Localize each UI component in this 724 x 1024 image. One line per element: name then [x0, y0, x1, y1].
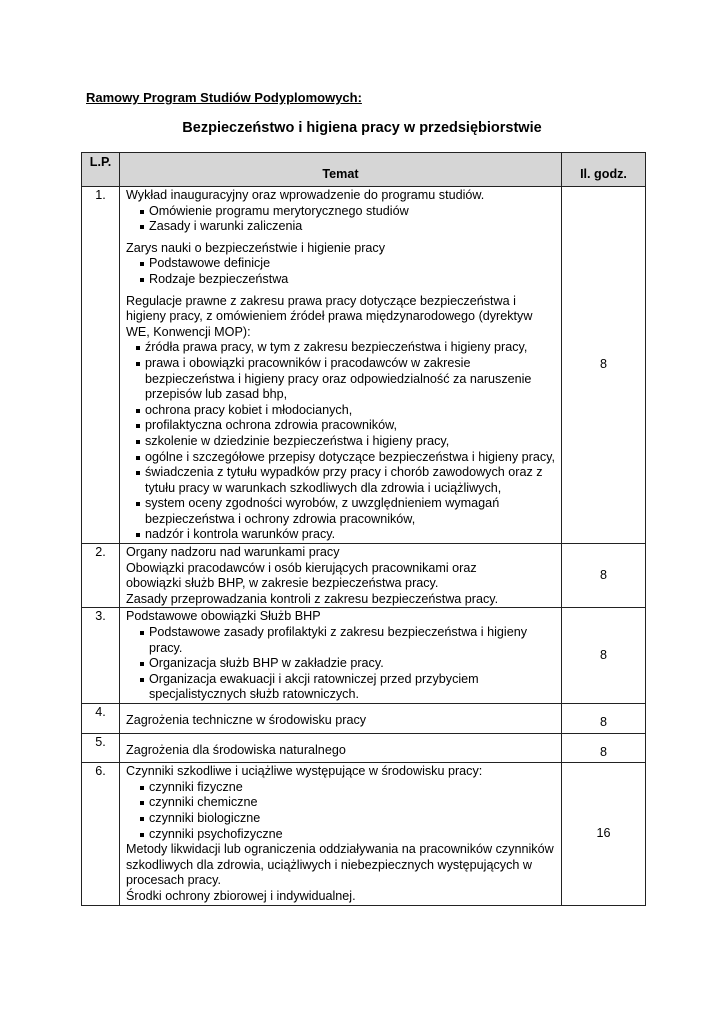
- table-row: [82, 544, 646, 608]
- topic-text: Zasady przeprowadzania kontroli z zakresu bezpieczeństwa pracy.: [126, 591, 499, 606]
- table-row: [82, 763, 646, 905]
- topic-text: Zagrożenia techniczne w środowisku pracy: [126, 713, 367, 727]
- list-item: system oceny zgodności wyrobów, z uwzględnieniem wymagań bezpieczeństwa i ochrony zdrowia pracowników,: [136, 496, 557, 527]
- list-item: profilaktyczna ochrona zdrowia pracowników,: [136, 418, 557, 434]
- topic-text: Wykład inauguracyjny oraz wprowadzenie do programu studiów.: [126, 188, 485, 202]
- table-row: [82, 608, 646, 704]
- row-number: 5.: [82, 733, 120, 763]
- bullet-list: [140, 256, 557, 287]
- list-item: świadczenia z tytułu wypadków przy pracy i chorób zawodowych oraz z tytułu pracy w warunkach szkodliwych dla zdrowia i uciążliwych,: [136, 465, 557, 496]
- list-item: Zasady i warunki zaliczenia: [140, 219, 557, 235]
- row-hours: 8: [562, 608, 646, 704]
- table-row: [82, 704, 646, 734]
- row-number: 6.: [82, 763, 120, 905]
- row-hours: 8: [562, 733, 646, 763]
- list-item: ochrona pracy kobiet i młodocianych,: [136, 403, 557, 419]
- topic-text: Zarys nauki o bezpieczeństwie i higienie pracy: [126, 240, 386, 255]
- topic-text: Organy nadzoru nad warunkami pracy: [126, 545, 340, 560]
- row-number: 2.: [82, 544, 120, 608]
- row-hours: 8: [562, 704, 646, 734]
- row-number: 4.: [82, 704, 120, 734]
- topic-text: Środki ochrony zbiorowej i indywidualnej.: [126, 888, 356, 903]
- page-title: Bezpieczeństwo i higiena pracy w przedsiębiorstwie: [182, 120, 542, 136]
- row-hours: 8: [562, 544, 646, 608]
- row-hours: 16: [562, 763, 646, 905]
- list-item: Podstawowe definicje: [140, 256, 557, 272]
- table-row: [82, 733, 646, 763]
- program-heading: Ramowy Program Studiów Podyplomowych:: [86, 90, 362, 105]
- list-item: czynniki psychofizyczne: [140, 827, 557, 843]
- list-item: szkolenie w dziedzinie bezpieczeństwa i higieny pracy,: [136, 434, 557, 450]
- header-lp: L.P.: [82, 153, 120, 187]
- topic-text: Metody likwidacji lub ograniczenia oddziaływania na pracowników czynników szkodliwych dla zdrowia, uciążliwych i niebezpiecznych występujących w procesach pracy.: [126, 842, 554, 888]
- bullet-list: [136, 340, 557, 543]
- topic-text: Podstawowe obowiązki Służb BHP: [126, 609, 321, 624]
- list-item: źródła prawa pracy, w tym z zakresu bezpieczeństwa i higieny pracy,: [136, 340, 557, 356]
- bullet-list: [140, 204, 557, 235]
- list-item: prawa i obowiązki pracowników i pracodawców w zakresie bezpieczeństwa i higieny pracy oraz odpowiedzialność za naruszenie przepisów lub zasad bhp,: [136, 356, 557, 403]
- row-topic: [120, 704, 562, 734]
- topic-text: obowiązki służb BHP, w zakresie bezpieczeństwa pracy.: [126, 576, 439, 591]
- row-topic: [120, 763, 562, 905]
- list-item: Rodzaje bezpieczeństwa: [140, 272, 557, 288]
- topic-text: Czynniki szkodliwe i uciążliwe występujące w środowisku pracy:: [126, 764, 483, 779]
- header-hours: Il. godz.: [562, 153, 646, 187]
- row-number: 3.: [82, 608, 120, 704]
- row-topic: [120, 608, 562, 704]
- program-table: [81, 152, 646, 906]
- table-row: [82, 187, 646, 544]
- list-item: Organizacja służb BHP w zakładzie pracy.: [140, 656, 557, 672]
- list-item: Organizacja ewakuacji i akcji ratowniczej przed przybyciem specjalistycznych służb ratowniczych.: [140, 672, 557, 703]
- row-number: 1.: [82, 187, 120, 544]
- header-topic: Temat: [120, 153, 562, 187]
- bullet-list: [140, 625, 557, 703]
- list-item: Podstawowe zasady profilaktyki z zakresu bezpieczeństwa i higieny pracy.: [140, 625, 557, 656]
- topic-text: Zagrożenia dla środowiska naturalnego: [126, 742, 346, 757]
- table-header-row: [82, 153, 646, 187]
- list-item: czynniki biologiczne: [140, 811, 557, 827]
- topic-text: Regulacje prawne z zakresu prawa pracy dotyczące bezpieczeństwa i higieny pracy, z omówieniem źródeł prawa międzynarodowego (dyrektyw WE, Konwencji MOP):: [126, 293, 533, 339]
- list-item: czynniki chemiczne: [140, 795, 557, 811]
- row-hours: 8: [562, 187, 646, 544]
- list-item: nadzór i kontrola warunków pracy.: [136, 527, 557, 543]
- topic-text: Obowiązki pracodawców i osób kierujących pracownikami oraz: [126, 560, 477, 575]
- list-item: Omówienie programu merytorycznego studiów: [140, 204, 557, 220]
- row-topic: [120, 544, 562, 608]
- list-item: ogólne i szczegółowe przepisy dotyczące bezpieczeństwa i higieny pracy,: [136, 450, 557, 466]
- bullet-list: [140, 780, 557, 842]
- row-topic: [120, 733, 562, 763]
- list-item: czynniki fizyczne: [140, 780, 557, 796]
- row-topic: [120, 187, 562, 544]
